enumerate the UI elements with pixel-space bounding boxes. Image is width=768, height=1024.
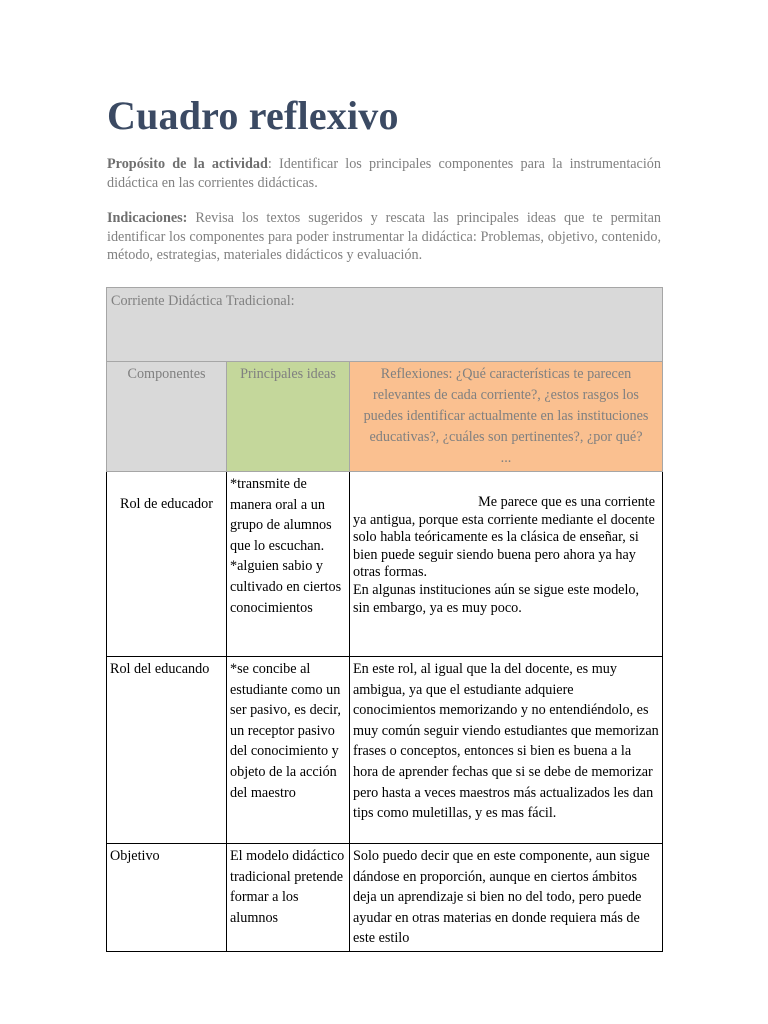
row-reflection-1: En este rol, al igual que la del docente, es muy ambigua, ya que el estudiante adquiere conocimientos memorizando y no entendiéndolo, es muy común seguir viendo estudiantes que memorizan frases o conceptos, entonces si bien es buena a la hora de aprender fechas que si se debe de memorizar pero hasta a veces maestros más actualizados les dan tips como muletillas, y es mas fácil. — [350, 657, 663, 844]
row-idea-1: *se concibe al estudiante como un ser pasivo, es decir, un receptor pasivo del conocimiento y objeto de la acción del maestro — [227, 657, 350, 844]
table-row — [107, 472, 663, 657]
row-idea-1: *transmite de manera oral a un grupo de alumnos que lo escuchan. — [230, 476, 332, 554]
row-reflection-1: Solo puedo decir que en este componente, aun sigue dándose en proporción, aunque en ciertos ámbitos deja un aprendizaje si bien no del todo, pero puede ayudar en otras materias en donde requiera más de este estilo — [350, 844, 663, 952]
reflections-header-ellipsis: ... — [500, 450, 512, 466]
column-header-components: Componentes — [107, 362, 227, 472]
table-row — [107, 657, 663, 844]
reflection-table — [106, 287, 663, 952]
row-reflection-lead: Me parece que es una corriente — [478, 494, 655, 510]
instructions-text: Revisa los textos sugeridos y rescata las principales ideas que te permitan identificar los componentes para poder instrumentar la didáctica: Problemas, objetivo, contenido, método, estrategias, materiales didácticos y evaluación. — [107, 210, 661, 263]
column-header-ideas: Principales ideas — [227, 362, 350, 472]
row-idea-2: *alguien sabio y cultivado en ciertos conocimientos — [230, 558, 342, 616]
table-row — [107, 844, 663, 952]
purpose-text: : Identificar los principales componentes para la instrumentación didáctica en las corrientes didácticas. — [107, 156, 661, 191]
row-reflection-1: ya antigua, porque esta corriente mediante el docente solo habla teóricamente es la clásica de enseñar, si bien puede seguir siendo buena pero ahora ya hay otras formas. — [353, 511, 655, 581]
row-ideas — [227, 472, 350, 657]
row-idea-1: El modelo didáctico tradicional pretende formar a los alumnos — [227, 844, 350, 952]
purpose-label: Propósito de la actividad — [107, 156, 268, 172]
row-reflection — [350, 472, 663, 657]
column-header-reflections — [350, 362, 663, 472]
instructions-label: Indicaciones: — [107, 210, 188, 226]
row-component: Rol de educador — [107, 472, 227, 657]
column-header-row — [107, 362, 663, 472]
row-component: Rol del educando — [107, 657, 227, 844]
instructions-paragraph — [107, 209, 661, 265]
reflections-header-text: Reflexiones: ¿Qué características te parecen relevantes de cada corriente?, ¿estos rasgos los puedes identificar actualmente en las instituciones educativas?, ¿cuáles son pertinentes?, ¿por qué? — [363, 366, 649, 445]
row-component: Objetivo — [107, 844, 227, 952]
purpose-paragraph — [107, 155, 661, 192]
page-title: Cuadro reflexivo — [107, 93, 399, 138]
table-header-row — [107, 288, 663, 362]
table-header-cell: Corriente Didáctica Tradicional: — [107, 288, 663, 362]
row-reflection-2: En algunas instituciones aún se sigue este modelo, sin embargo, ya es muy poco. — [353, 581, 640, 616]
